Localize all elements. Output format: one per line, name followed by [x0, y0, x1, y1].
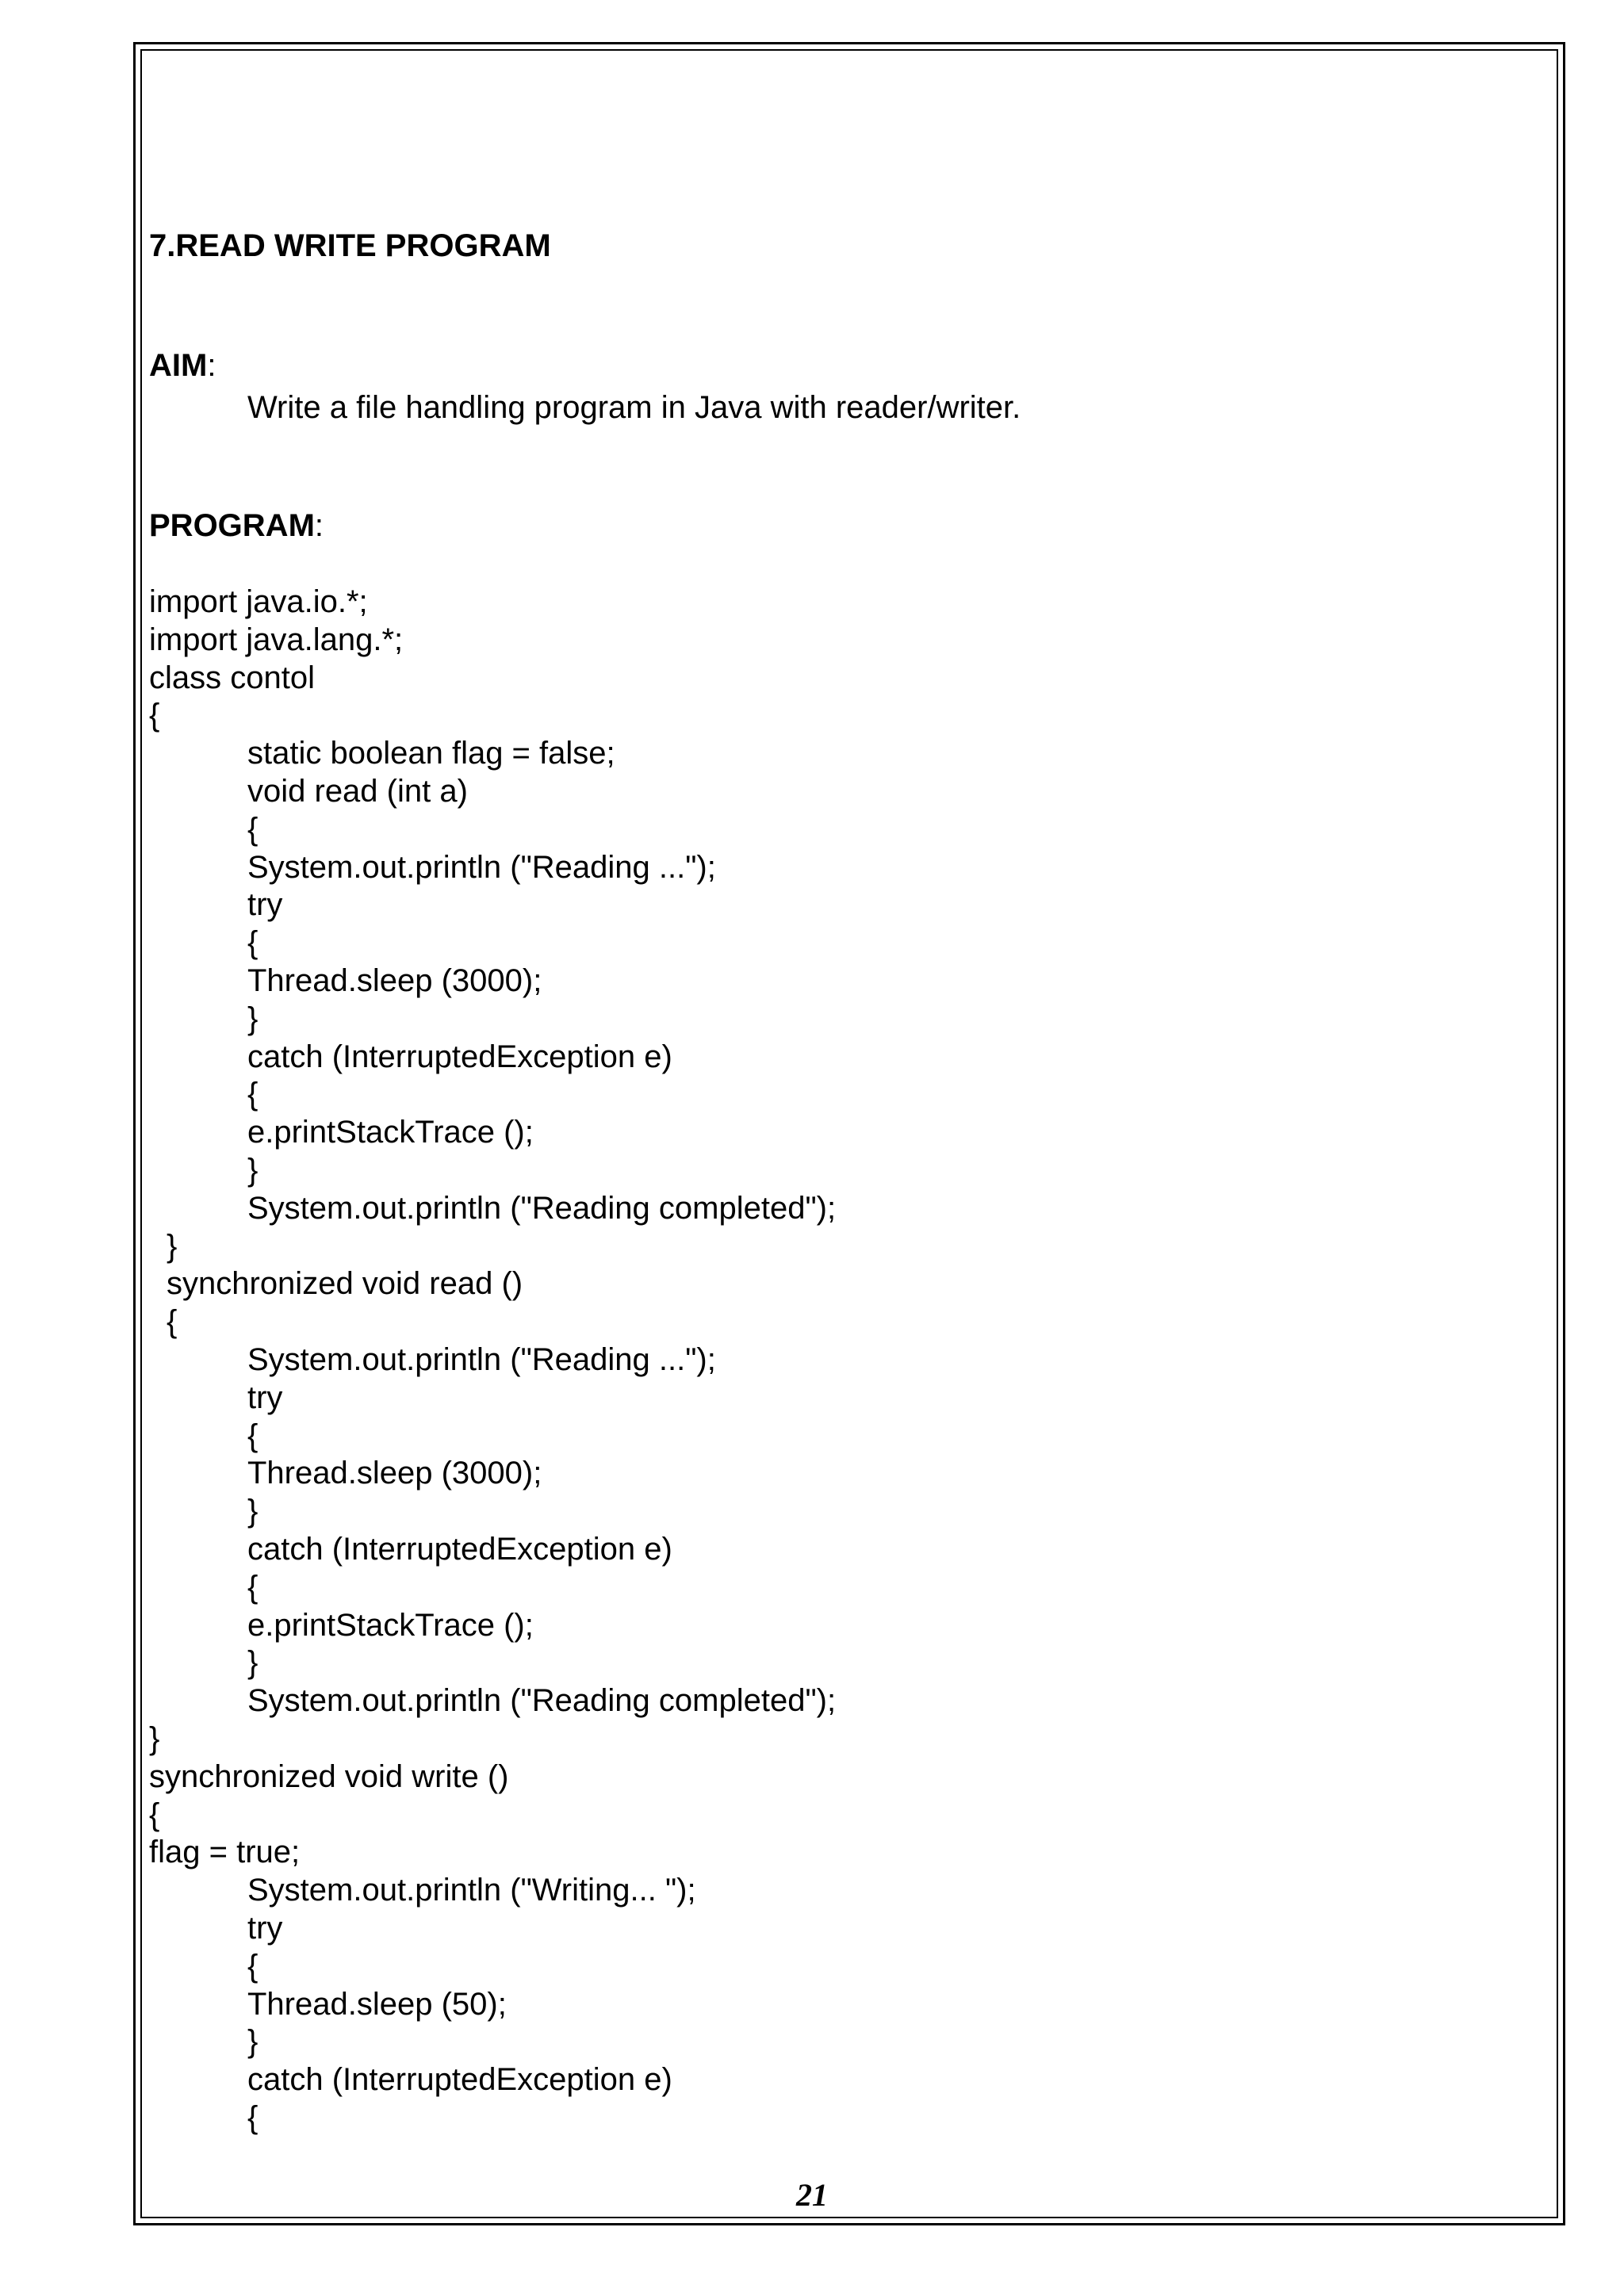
code-line: synchronized void write ()	[149, 1758, 509, 1794]
aim-text: Write a file handling program in Java with reader/writer.	[247, 390, 1021, 425]
program-label: PROGRAM	[149, 508, 315, 543]
code-line: }	[247, 1645, 259, 1681]
program-colon: :	[314, 508, 324, 543]
code-line: try	[247, 1911, 283, 1946]
code-line: System.out.println ("Reading completed");	[247, 1683, 837, 1719]
code-line: Thread.sleep (50);	[247, 1986, 507, 2022]
code-line: import java.lang.*;	[149, 622, 404, 657]
program-heading	[149, 504, 324, 547]
code-line: }	[167, 1228, 178, 1264]
section-heading: 7.READ WRITE PROGRAM	[149, 228, 551, 263]
code-line: e.printStackTrace ();	[247, 1607, 534, 1643]
code-line: void read (int a)	[247, 774, 468, 809]
code-line: }	[247, 1001, 259, 1036]
code-line: class contol	[149, 660, 315, 695]
code-line: }	[247, 1494, 259, 1529]
aim-heading	[149, 344, 216, 387]
code-line: System.out.println ("Reading ...");	[247, 849, 716, 885]
code-line: {	[247, 1948, 259, 1984]
code-line: synchronized void read ()	[167, 1266, 523, 1302]
code-line: {	[149, 698, 160, 733]
code-line: {	[167, 1304, 178, 1340]
code-line: static boolean flag = false;	[247, 736, 615, 771]
code-line: {	[149, 1797, 160, 1832]
code-line: catch (InterruptedException e)	[247, 1532, 672, 1567]
code-line: try	[247, 887, 283, 923]
code-line: Thread.sleep (3000);	[247, 963, 542, 998]
code-line: System.out.println ("Writing... ");	[247, 1873, 696, 1908]
code-line: }	[247, 1153, 259, 1188]
code-line: }	[149, 1721, 160, 1756]
code-line: {	[247, 1077, 259, 1112]
code-line: System.out.println ("Reading completed");	[247, 1190, 837, 1226]
code-line: e.printStackTrace ();	[247, 1115, 534, 1150]
code-line: {	[247, 811, 259, 847]
code-line: import java.io.*;	[149, 584, 368, 619]
code-line: catch (InterruptedException e)	[247, 1039, 672, 1074]
code-line: }	[247, 2024, 259, 2060]
code-line: {	[247, 1569, 259, 1605]
page-number: 21	[796, 2177, 828, 2213]
code-line: Thread.sleep (3000);	[247, 1456, 542, 1491]
aim-label: AIM	[149, 348, 208, 383]
aim-colon: :	[207, 348, 216, 383]
code-line: {	[247, 1418, 259, 1453]
code-line: flag = true;	[149, 1835, 301, 1870]
code-line: catch (InterruptedException e)	[247, 2062, 672, 2098]
code-line: try	[247, 1380, 283, 1415]
code-line: {	[247, 2100, 259, 2135]
code-line: {	[247, 925, 259, 961]
code-line: System.out.println ("Reading ...");	[247, 1342, 716, 1377]
